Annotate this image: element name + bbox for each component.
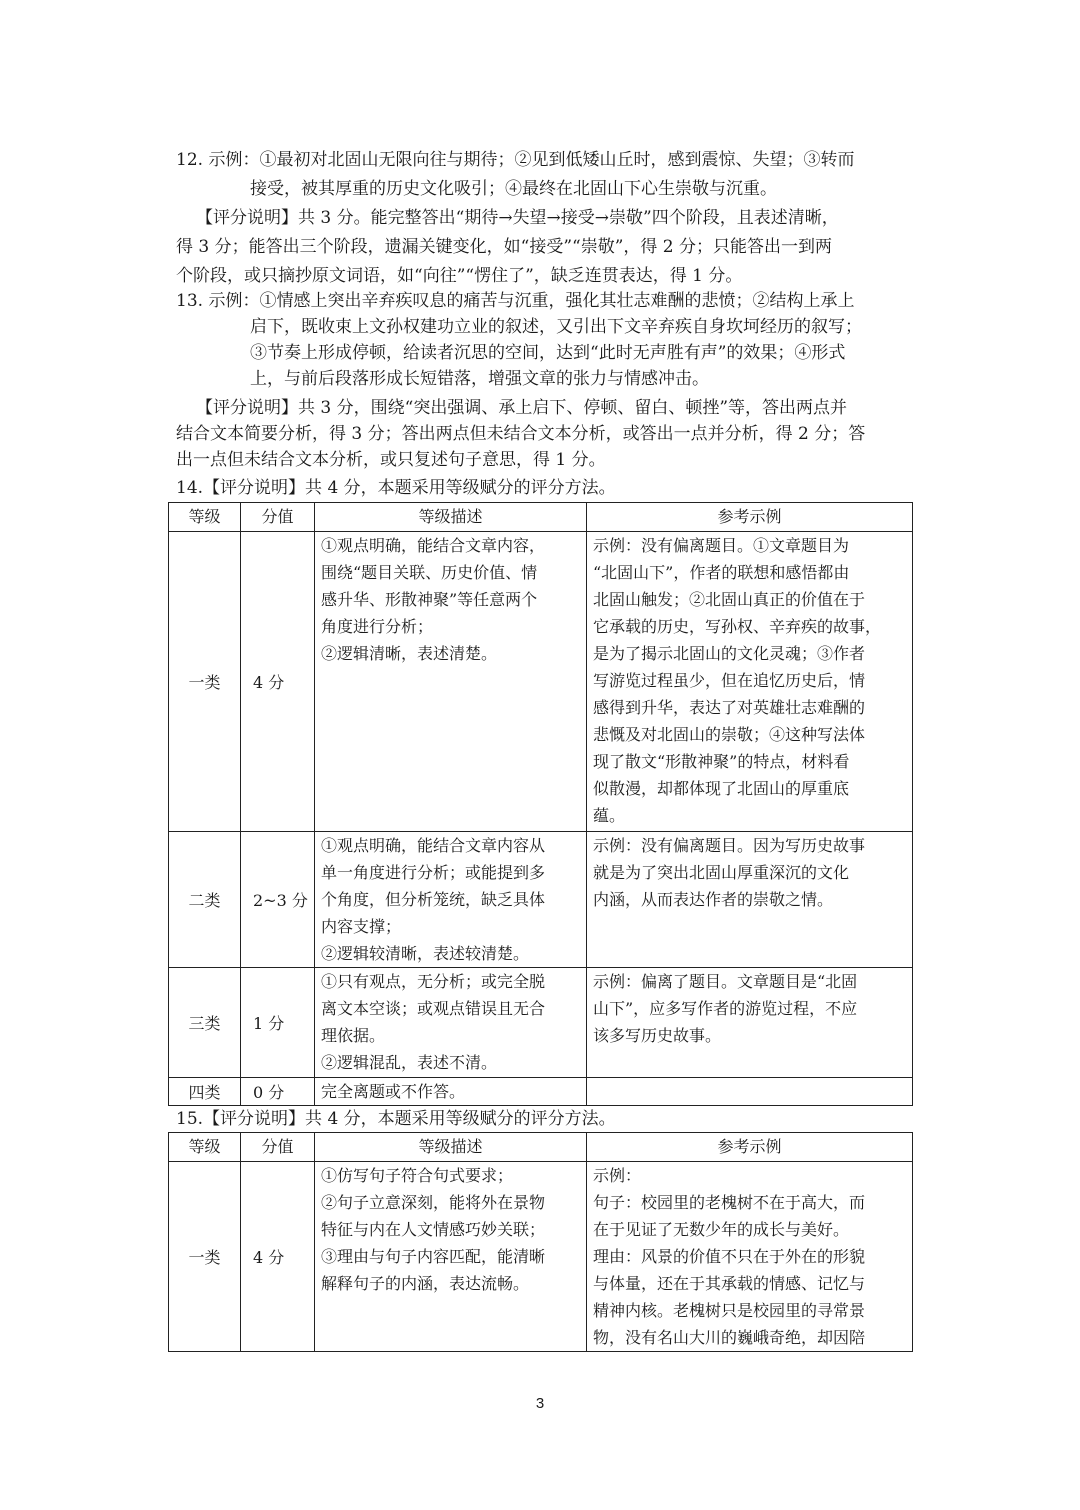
level-cell: 四类 [169,1078,241,1106]
q14-grade-table [168,502,913,1106]
example-line: 示例：没有偏离题目。因为写历史故事 [593,836,866,855]
table-row [169,968,913,1078]
desc-line: ③理由与句子内容匹配，能清晰 [321,1247,546,1266]
q12-rating-line-2: 得 3 分；能答出三个阶段，遗漏关键变化，如“接受”“崇敬”，得 2 分；只能答出一到两 [176,237,833,257]
level-cell: 三类 [169,968,241,1078]
q13-line-3: ③节奏上形成停顿，给读者沉思的空间，达到“此时无声胜有声”的效果；④形式 [250,343,846,363]
q13-line-2: 启下，既收束上文孙权建功立业的叙述，又引出下文辛弃疾自身坎坷经历的叙写； [250,317,862,337]
header-score: 分值 [241,503,315,532]
example-cell [587,832,913,968]
table-header-row [169,503,913,532]
example-line: 与体量，还在于其承载的情感、记忆与 [593,1274,866,1293]
desc-line: ②逻辑清晰，表述清楚。 [321,644,498,663]
example-cell [587,1078,913,1106]
example-line: 就是为了突出北固山厚重深沉的文化 [593,863,850,882]
desc-line: ①只有观点，无分析；或完全脱 [321,972,546,991]
example-line: 示例：没有偏离题目。①文章题目为 [593,536,850,555]
level-cell: 二类 [169,832,241,968]
example-line: 它承载的历史，写孙权、辛弃疾的故事， [593,617,882,636]
desc-line: 离文本空谈；或观点错误且无合 [321,999,546,1018]
desc-line: 角度进行分析； [321,617,434,636]
q13-line-4: 上，与前后段落形成长短错落，增强文章的张力与情感冲击。 [250,369,709,389]
q15-heading: 15.【评分说明】共 4 分，本题采用等级赋分的评分方法。 [176,1109,616,1129]
example-line: 似散漫，却都体现了北固山的厚重底 [593,779,850,798]
desc-line: ①观点明确，能结合文章内容从 [321,836,546,855]
header-level: 等级 [169,503,241,532]
header-desc: 等级描述 [315,503,587,532]
score-cell: 1 分 [241,968,315,1078]
q13-rating-line-2: 结合文本简要分析，得 3 分；答出两点但未结合文本分析，或答出一点并分析，得 2 分；答 [176,424,866,444]
desc-line: 完全离题或不作答。 [321,1082,466,1101]
desc-cell [315,968,587,1078]
example-line: 感得到升华，表达了对英雄壮志难酬的 [593,698,866,717]
example-line: 内涵，从而表达作者的崇敬之情。 [593,890,834,909]
example-line: 悲慨及对北固山的崇敬；④这种写法体 [593,725,866,744]
desc-line: ①观点明确，能结合文章内容， [321,536,546,555]
example-line: 物，没有名山大川的巍峨奇绝，却因陪 [593,1328,866,1347]
q13-rating-line-3: 出一点但未结合文本分析，或只复述句子意思，得 1 分。 [176,450,606,470]
q13-line-1: 13. 示例：①情感上突出辛弃疾叹息的痛苦与沉重，强化其壮志难酬的悲愤；②结构上承上 [176,291,855,311]
example-line: 写游览过程虽少，但在追忆历史后，情 [593,671,866,690]
desc-line: ②逻辑较清晰，表述较清楚。 [321,944,530,963]
score-cell: 4 分 [241,1162,315,1352]
example-line: 精神内核。老槐树只是校园里的寻常景 [593,1301,866,1320]
desc-line: 内容支撑； [321,917,402,936]
q15-grade-table [168,1132,913,1352]
desc-line: ②逻辑混乱，表述不清。 [321,1053,498,1072]
table-header-row [169,1133,913,1162]
table-row [169,532,913,832]
example-cell [587,532,913,832]
level-cell: 一类 [169,1162,241,1352]
header-desc: 等级描述 [315,1133,587,1162]
desc-cell [315,832,587,968]
table-row [169,832,913,968]
example-cell [587,1162,913,1352]
example-line: 是为了揭示北固山的文化灵魂；③作者 [593,644,866,663]
example-line: “北固山下”，作者的联想和感悟都由 [593,563,850,582]
desc-cell [315,532,587,832]
desc-line: ②句子立意深刻，能将外在景物 [321,1193,546,1212]
example-line: 句子：校园里的老槐树不在于高大，而 [593,1193,866,1212]
desc-line: 解释句子的内涵，表达流畅。 [321,1274,530,1293]
desc-line: 特征与内在人文情感巧妙关联； [321,1220,546,1239]
example-line: 现了散文“形散神聚”的特点，材料看 [593,752,850,771]
score-cell: 0 分 [241,1078,315,1106]
score-cell: 4 分 [241,532,315,832]
header-score: 分值 [241,1133,315,1162]
desc-cell [315,1078,587,1106]
desc-line: 感升华、形散神聚”等任意两个 [321,590,538,609]
desc-line: 围绕“题目关联、历史价值、情 [321,563,538,582]
level-cell: 一类 [169,532,241,832]
q14-heading: 14.【评分说明】共 4 分，本题采用等级赋分的评分方法。 [176,478,616,498]
example-line: 示例： [593,1166,642,1185]
q12-line-1: 12. 示例：①最初对北固山无限向往与期待；②见到低矮山丘时，感到震惊、失望；③转而 [176,150,855,170]
desc-line: 单一角度进行分析；或能提到多 [321,863,546,882]
q12-rating-line-1: 【评分说明】共 3 分。能完整答出“期待→失望→接受→崇敬”四个阶段，且表述清晰， [196,208,839,228]
example-line: 北固山触发；②北固山真正的价值在于 [593,590,866,609]
desc-line: ①仿写句子符合句式要求； [321,1166,514,1185]
table-row [169,1078,913,1106]
example-line: 在于见证了无数少年的成长与美好。 [593,1220,850,1239]
example-line: 示例：偏离了题目。文章题目是“北固 [593,972,858,991]
example-line: 山下”，应多写作者的游览过程，不应 [593,999,858,1018]
q12-rating-line-3: 个阶段，或只摘抄原文词语，如“向往”“愣住了”，缺乏连贯表达，得 1 分。 [176,266,743,286]
header-example: 参考示例 [587,503,913,532]
page-number: 3 [535,1395,545,1412]
score-cell: 2~3 分 [241,832,315,968]
header-level: 等级 [169,1133,241,1162]
desc-line: 理依据。 [321,1026,386,1045]
example-line: 该多写历史故事。 [593,1026,722,1045]
desc-line: 个角度，但分析笼统，缺乏具体 [321,890,546,909]
example-line: 蕴。 [593,806,626,825]
q13-rating-line-1: 【评分说明】共 3 分，围绕“突出强调、承上启下、停顿、留白、顿挫”等，答出两点并 [196,398,848,418]
example-line: 理由：风景的价值不只在于外在的形貌 [593,1247,866,1266]
example-cell [587,968,913,1078]
table-row [169,1162,913,1352]
header-example: 参考示例 [587,1133,913,1162]
desc-cell [315,1162,587,1352]
q12-line-2: 接受，被其厚重的历史文化吸引；④最终在北固山下心生崇敬与沉重。 [250,179,777,199]
